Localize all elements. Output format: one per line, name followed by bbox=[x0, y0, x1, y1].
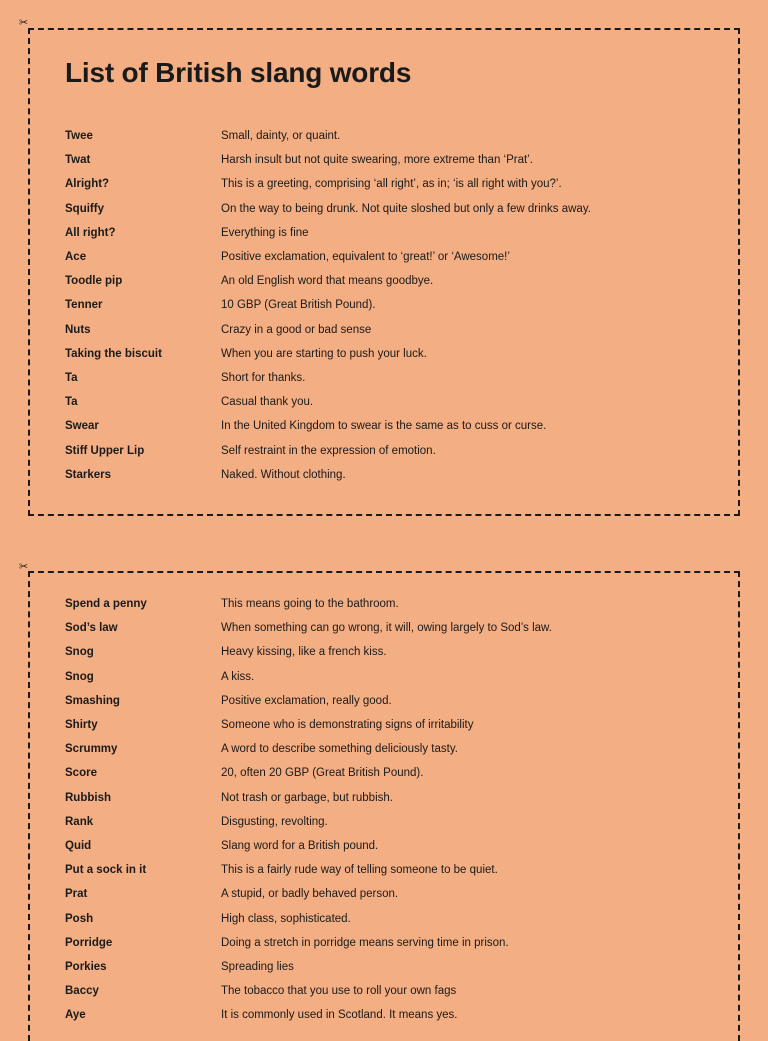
slang-term: Taking the biscuit bbox=[65, 347, 162, 360]
slang-definition: Not trash or garbage, but rubbish. bbox=[221, 791, 393, 804]
slang-definition: When you are starting to push your luck. bbox=[221, 347, 427, 360]
slang-definition: This means going to the bathroom. bbox=[221, 598, 399, 611]
slang-term: Smashing bbox=[65, 694, 120, 707]
slang-definition: 10 GBP (Great British Pound). bbox=[221, 299, 376, 312]
slang-definition: This is a fairly rude way of telling someone to be quiet. bbox=[221, 864, 498, 877]
slang-row bbox=[65, 463, 728, 487]
slang-definition: Short for thanks. bbox=[221, 371, 306, 384]
slang-definition: Positive exclamation, really good. bbox=[221, 694, 392, 707]
slang-definition: A kiss. bbox=[221, 670, 255, 683]
slang-term: Quid bbox=[65, 839, 92, 852]
slang-row bbox=[65, 640, 728, 664]
slang-term: Porkies bbox=[65, 960, 107, 973]
slang-term: Twee bbox=[65, 130, 93, 143]
slang-row bbox=[65, 592, 728, 616]
slang-row bbox=[65, 245, 728, 269]
slang-definition: High class, sophisticated. bbox=[221, 912, 351, 925]
slang-row bbox=[65, 761, 728, 785]
slang-term: Stiff Upper Lip bbox=[65, 444, 145, 457]
slang-list-2 bbox=[65, 592, 728, 1027]
slang-term: Starkers bbox=[65, 468, 112, 481]
slang-definition: This is a greeting, comprising ‘all right’, as in; ‘is all right with you?’. bbox=[221, 178, 562, 191]
slang-definition: 20, often 20 GBP (Great British Pound). bbox=[221, 767, 424, 780]
slang-row bbox=[65, 616, 728, 640]
slang-term: Posh bbox=[65, 912, 94, 925]
slang-term: Baccy bbox=[65, 985, 99, 998]
slang-definition: Self restraint in the expression of emotion. bbox=[221, 444, 436, 457]
slang-term: Toodle pip bbox=[65, 275, 123, 288]
scissors-icon: ✂ bbox=[19, 561, 29, 573]
slang-definition: The tobacco that you use to roll your own fags bbox=[221, 985, 457, 998]
slang-row bbox=[65, 293, 728, 317]
slang-term: Shirty bbox=[65, 719, 98, 732]
slang-term: Snog bbox=[65, 670, 94, 683]
slang-term: Nuts bbox=[65, 323, 91, 336]
slang-definition: Everything is fine bbox=[221, 226, 309, 239]
slang-definition: Small, dainty, or quaint. bbox=[221, 130, 341, 143]
slang-row bbox=[65, 665, 728, 689]
slang-definition: Crazy in a good or bad sense bbox=[221, 323, 372, 336]
slang-term: Ace bbox=[65, 251, 87, 264]
slang-row bbox=[65, 366, 728, 390]
slang-definition: Spreading lies bbox=[221, 960, 294, 973]
slang-card-1 bbox=[28, 28, 740, 516]
slang-term: Snog bbox=[65, 646, 94, 659]
slang-definition: Harsh insult but not quite swearing, more extreme than ‘Prat’. bbox=[221, 154, 533, 167]
slang-row bbox=[65, 858, 728, 882]
slang-term: Aye bbox=[65, 1009, 86, 1022]
slang-definition: An old English word that means goodbye. bbox=[221, 275, 434, 288]
slang-term: Porridge bbox=[65, 936, 113, 949]
slang-term: All right? bbox=[65, 226, 116, 239]
slang-row bbox=[65, 390, 728, 414]
slang-term: Alright? bbox=[65, 178, 110, 191]
slang-row bbox=[65, 834, 728, 858]
slang-definition: Someone who is demonstrating signs of irritability bbox=[221, 719, 474, 732]
slang-definition: Naked. Without clothing. bbox=[221, 468, 346, 481]
slang-term: Prat bbox=[65, 888, 88, 901]
slang-row bbox=[65, 269, 728, 293]
slang-definition: It is commonly used in Scotland. It means yes. bbox=[221, 1009, 458, 1022]
slang-term: Scrummy bbox=[65, 743, 118, 756]
slang-row bbox=[65, 172, 728, 196]
slang-definition: On the way to being drunk. Not quite sloshed but only a few drinks away. bbox=[221, 202, 591, 215]
scissors-icon: ✂ bbox=[19, 17, 29, 29]
slang-definition: Slang word for a British pound. bbox=[221, 839, 379, 852]
slang-row bbox=[65, 124, 728, 148]
slang-row bbox=[65, 955, 728, 979]
slang-card-2 bbox=[28, 571, 740, 1041]
slang-row bbox=[65, 810, 728, 834]
slang-term: Ta bbox=[65, 396, 78, 409]
slang-row bbox=[65, 342, 728, 366]
slang-definition: Casual thank you. bbox=[221, 396, 314, 409]
slang-definition: Doing a stretch in porridge means serving time in prison. bbox=[221, 936, 509, 949]
page-title: List of British slang words bbox=[65, 57, 412, 88]
slang-term: Spend a penny bbox=[65, 598, 147, 611]
slang-row bbox=[65, 931, 728, 955]
slang-term: Rubbish bbox=[65, 791, 111, 804]
slang-row bbox=[65, 979, 728, 1003]
slang-term: Rank bbox=[65, 815, 94, 828]
slang-row bbox=[65, 148, 728, 172]
slang-term: Tenner bbox=[65, 299, 103, 312]
slang-list-1 bbox=[65, 124, 728, 487]
slang-definition: A stupid, or badly behaved person. bbox=[221, 888, 399, 901]
slang-definition: Disgusting, revolting. bbox=[221, 815, 328, 828]
slang-row bbox=[65, 221, 728, 245]
slang-row bbox=[65, 882, 728, 906]
slang-term: Sod’s law bbox=[65, 622, 118, 635]
slang-row bbox=[65, 737, 728, 761]
slang-definition: Heavy kissing, like a french kiss. bbox=[221, 646, 387, 659]
slang-row bbox=[65, 318, 728, 342]
slang-row bbox=[65, 438, 728, 462]
slang-row bbox=[65, 689, 728, 713]
slang-term: Score bbox=[65, 767, 97, 780]
slang-row bbox=[65, 906, 728, 930]
slang-definition: In the United Kingdom to swear is the same as to cuss or curse. bbox=[221, 420, 547, 433]
slang-row bbox=[65, 713, 728, 737]
slang-row bbox=[65, 197, 728, 221]
slang-term: Swear bbox=[65, 420, 99, 433]
slang-term: Squiffy bbox=[65, 202, 104, 215]
slang-row bbox=[65, 414, 728, 438]
slang-term: Twat bbox=[65, 154, 91, 167]
slang-term: Put a sock in it bbox=[65, 864, 147, 877]
slang-row bbox=[65, 786, 728, 810]
slang-term: Ta bbox=[65, 371, 78, 384]
slang-definition: When something can go wrong, it will, owing largely to Sod’s law. bbox=[221, 622, 552, 635]
slang-definition: Positive exclamation, equivalent to ‘great!’ or ‘Awesome!’ bbox=[221, 251, 510, 264]
slang-definition: A word to describe something deliciously tasty. bbox=[221, 743, 458, 756]
